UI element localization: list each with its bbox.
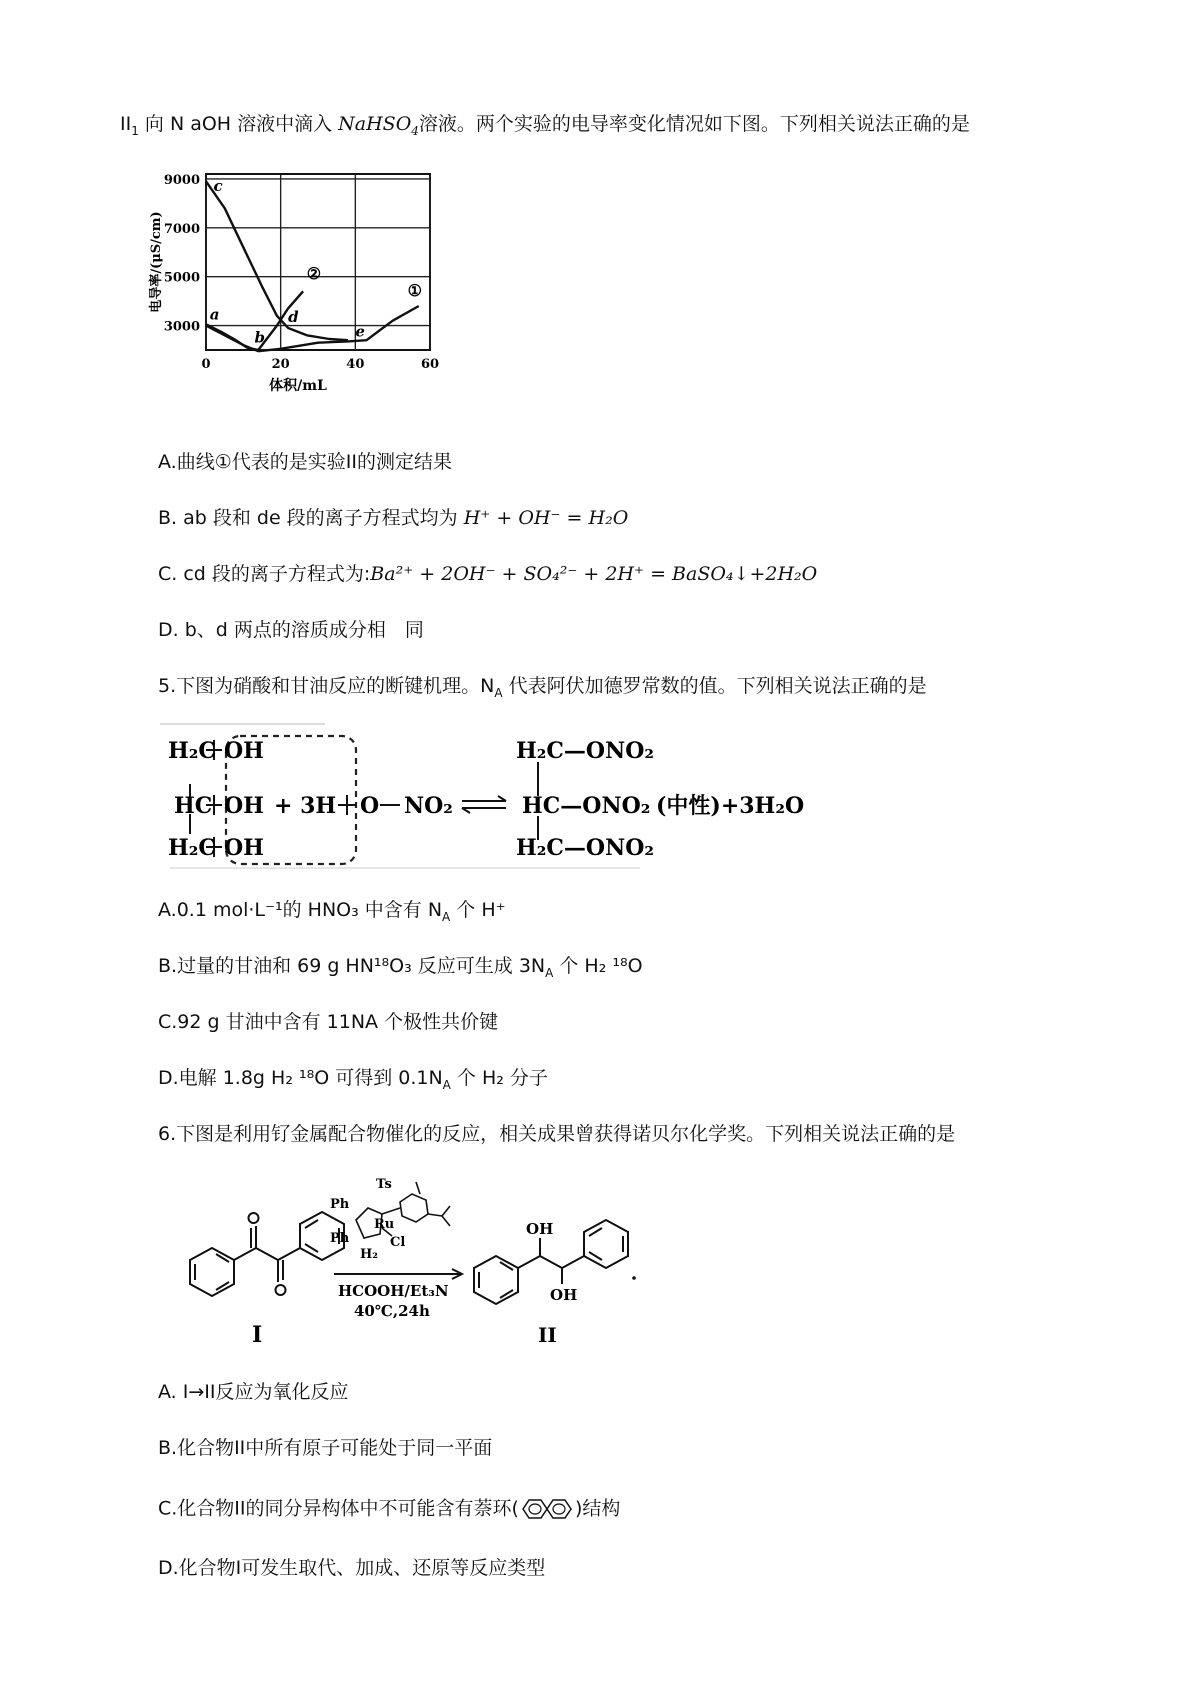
point-label-c: c [213,177,223,196]
series-line-1 [206,306,419,351]
conductivity-chart [140,160,480,420]
catalyst-cl: Cl [390,1235,406,1250]
point-label-b: b [254,328,266,347]
q4-option-d: D. b、d 两点的溶质成分相 同 [158,619,424,641]
q4-intro: $II_1$ 向 N aOH 溶液中滴入 NaHSO$_4$溶液。两个实验的电导率变化情况如下图。下列相关说法正确的是 [120,113,970,138]
y-axis-label: 电导率/(μS/cm) [149,211,164,313]
left-oh3: OH [224,835,264,861]
equilibrium-arrow [462,796,506,813]
oxygen-atom-1 [249,1213,259,1223]
reagent-2: 40℃,24h [354,1302,430,1320]
nitric-no2: NO₂ [404,793,453,819]
plot-frame [206,174,430,350]
y-tick-label: 7000 [163,221,200,237]
x-tick-label: 60 [420,357,440,372]
naphthalene-icon [519,1496,575,1522]
left-c3: H₂C [168,835,216,861]
y-tick-label: 3000 [163,319,200,335]
right-c1: H₂C—ONO₂ [516,738,655,764]
oh-bottom: OH [550,1286,578,1304]
point-label-e: e [355,322,365,341]
x-tick-label: 0 [201,357,211,372]
nitric-o: O [360,793,380,819]
left-oh1: OH [224,738,264,764]
ruthenium-catalyst [356,1182,450,1238]
x-tick-label: 40 [346,357,365,372]
y-tick-label: 9000 [163,172,200,188]
curve-label-2: ① [407,281,422,301]
right-c3: H₂C—ONO₂ [516,835,655,861]
catalyst-ts: Ts [376,1177,392,1192]
x-tick-label: 20 [271,357,290,372]
chart-labels [148,173,439,394]
q4-option-a: A.曲线①代表的是实验II的测定结果 [158,451,452,473]
left-c1: H₂C [168,738,216,764]
product-tail: (中性)+3H₂O [656,793,805,819]
q4-option-b: B. ab 段和 de 段的离子方程式均为 H⁺ + OH⁻ = H₂O [158,507,629,529]
compound-i-structure [190,1212,344,1296]
q5-stem: 5.下图为硝酸和甘油反应的断键机理。$N_A$ 代表阿伏加德罗常数的值。下列相关说法正确的是 [158,675,927,700]
q6-option-b: B.化合物II中所有原子可能处于同一平面 [158,1437,493,1459]
right-c2: HC—ONO₂ [522,793,651,819]
reaction-scheme [160,1172,680,1352]
left-c2: HC [174,793,213,819]
oh-top: OH [526,1220,554,1238]
left-oh2: OH [224,793,264,819]
q6-stem: 6.下图是利用钌金属配合物催化的反应，相关成果曾获得诺贝尔化学奖。下列相关说法正确的是 [158,1123,956,1145]
q5-option-c: C.92 g 甘油中含有 11NA 个极性共价键 [158,1011,499,1033]
catalyst-h2: H₂ [360,1247,378,1262]
q6-option-c: C.化合物II的同分异构体中不可能含有萘环( )结构 [158,1496,620,1522]
y-tick-label: 5000 [163,270,200,286]
catalyst-ph2: Ph [330,1231,350,1246]
q5-option-d: D.电解 1.8g H₂ ¹⁸O 可得到 $0.1N_A$ 个 H₂ 分子 [158,1067,548,1092]
q4-option-c: C. cd 段的离子方程式为:Ba²⁺ + 2OH⁻ + SO₄²⁻ + 2H⁺ = BaSO₄↓+2H₂O [158,563,818,585]
q5-option-a: A.0.1 mol·L⁻¹的 HNO₃ 中含有 $N_A$ 个 H⁺ [158,899,506,924]
q5-option-b: B.过量的甘油和 69 g HN¹⁸O₃ 反应可生成 $3N_A$ 个 H₂ ¹⁸O [158,955,643,980]
catalyst-ph1: Ph [330,1197,350,1212]
point-label-d: d [288,307,299,326]
q6-option-d: D.化合物I可发生取代、加成、还原等反应类型 [158,1557,546,1579]
oxygen-atom-2 [276,1285,286,1295]
label-ii: II [538,1323,557,1347]
x-axis-label: 体积/mL [269,378,327,394]
plus-3h: + 3H [274,793,337,819]
chart-grid [206,174,430,350]
series-line-3 [206,181,348,340]
reagent-1: HCOOH/Et₃N [338,1282,449,1300]
nitration-equation [160,722,820,872]
curve-label-1: ② [306,264,322,284]
label-i: I [252,1322,263,1348]
point-label-a: a [209,305,220,324]
q6-option-a: A. I→II反应为氧化反应 [158,1381,349,1403]
catalyst-ru: Ru [374,1217,395,1232]
